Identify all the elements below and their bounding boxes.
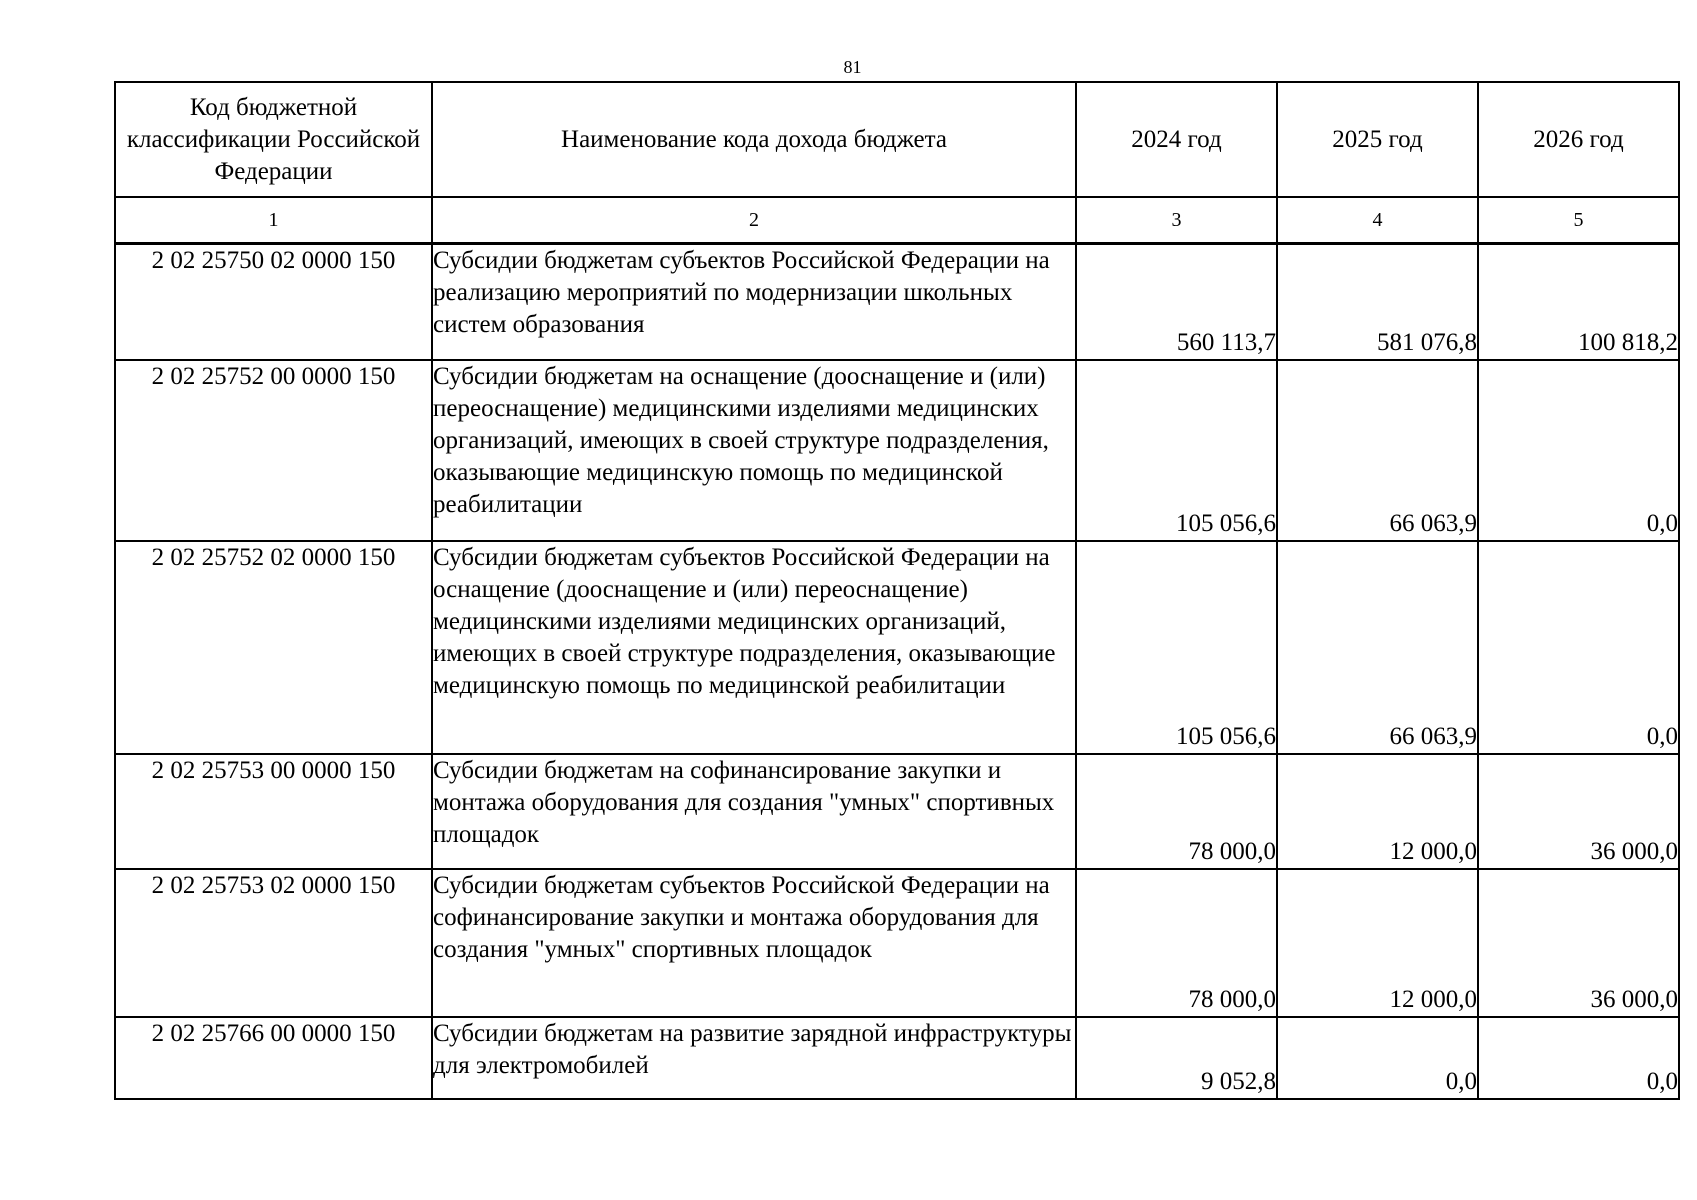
table-row xyxy=(115,1017,1679,1099)
page-number: 81 xyxy=(843,57,862,77)
budget-code: 2 02 25752 00 0000 150 xyxy=(115,360,432,541)
column-number-row xyxy=(115,197,1679,244)
amount-2026: 0,0 xyxy=(1478,1017,1679,1099)
revenue-name: Субсидии бюджетам субъектов Российской Федерации на оснащение (дооснащение и (или) переоснащение) медицинскими изделиями медицинских организаций, имеющих в своей структуре подразделения, оказывающие медицинскую помощь по медицинской реабилитации xyxy=(432,541,1076,754)
budget-code: 2 02 25750 02 0000 150 xyxy=(115,244,432,360)
table-row xyxy=(115,360,1679,541)
table-row xyxy=(115,541,1679,754)
column-number: 1 xyxy=(115,197,432,244)
amount-2026: 0,0 xyxy=(1478,360,1679,541)
amount-2024: 9 052,8 xyxy=(1076,1017,1277,1099)
header-row xyxy=(115,82,1679,197)
revenue-name: Субсидии бюджетам на оснащение (дооснащение и (или) переоснащение) медицинскими изделиями медицинских организаций, имеющих в своей структуре подразделения, оказывающие медицинскую помощь по медицинской реабилитации xyxy=(432,360,1076,541)
revenue-name: Субсидии бюджетам субъектов Российской Федерации на реализацию мероприятий по модернизации школьных систем образования xyxy=(432,244,1076,360)
header-code: Код бюджетной классификации Российской Федерации xyxy=(115,82,432,197)
column-number: 4 xyxy=(1277,197,1478,244)
header-name: Наименование кода дохода бюджета xyxy=(432,82,1076,197)
budget-revenue-table xyxy=(114,81,1680,1100)
amount-2024: 105 056,6 xyxy=(1076,541,1277,754)
amount-2025: 12 000,0 xyxy=(1277,754,1478,869)
budget-code: 2 02 25766 00 0000 150 xyxy=(115,1017,432,1099)
budget-code: 2 02 25753 00 0000 150 xyxy=(115,754,432,869)
amount-2025: 581 076,8 xyxy=(1277,244,1478,360)
amount-2026: 36 000,0 xyxy=(1478,869,1679,1017)
budget-code: 2 02 25753 02 0000 150 xyxy=(115,869,432,1017)
amount-2026: 0,0 xyxy=(1478,541,1679,754)
table-row xyxy=(115,869,1679,1017)
revenue-name: Субсидии бюджетам субъектов Российской Федерации на софинансирование закупки и монтажа оборудования для создания "умных" спортивных площадок xyxy=(432,869,1076,1017)
column-number: 5 xyxy=(1478,197,1679,244)
column-number: 2 xyxy=(432,197,1076,244)
amount-2025: 66 063,9 xyxy=(1277,360,1478,541)
amount-2024: 78 000,0 xyxy=(1076,869,1277,1017)
budget-code: 2 02 25752 02 0000 150 xyxy=(115,541,432,754)
amount-2026: 100 818,2 xyxy=(1478,244,1679,360)
column-number: 3 xyxy=(1076,197,1277,244)
amount-2024: 560 113,7 xyxy=(1076,244,1277,360)
header-2026: 2026 год xyxy=(1478,82,1679,197)
header-2024: 2024 год xyxy=(1076,82,1277,197)
amount-2024: 105 056,6 xyxy=(1076,360,1277,541)
header-2025: 2025 год xyxy=(1277,82,1478,197)
amount-2024: 78 000,0 xyxy=(1076,754,1277,869)
table-row xyxy=(115,244,1679,360)
amount-2026: 36 000,0 xyxy=(1478,754,1679,869)
table-row xyxy=(115,754,1679,869)
amount-2025: 0,0 xyxy=(1277,1017,1478,1099)
amount-2025: 66 063,9 xyxy=(1277,541,1478,754)
revenue-name: Субсидии бюджетам на софинансирование закупки и монтажа оборудования для создания "умных" спортивных площадок xyxy=(432,754,1076,869)
amount-2025: 12 000,0 xyxy=(1277,869,1478,1017)
revenue-name: Субсидии бюджетам на развитие зарядной инфраструктуры для электромобилей xyxy=(432,1017,1076,1099)
